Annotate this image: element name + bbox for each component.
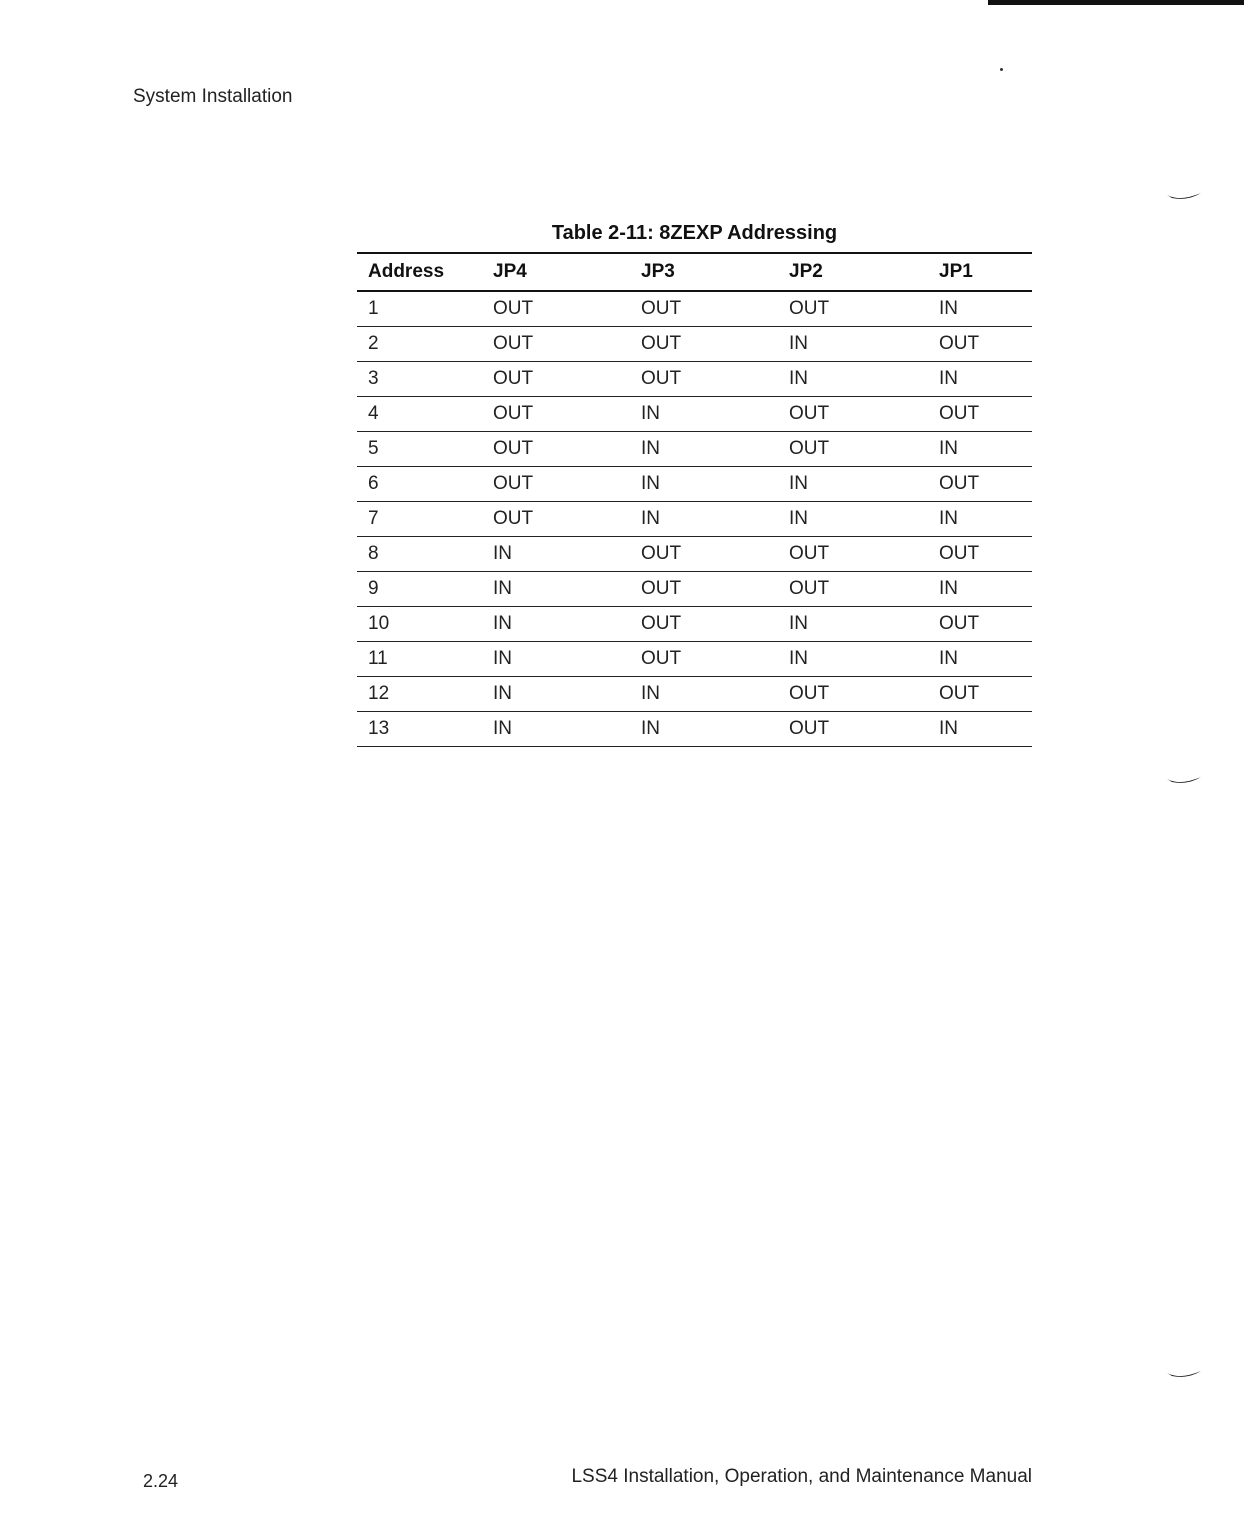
jp4-cell: IN	[493, 677, 641, 712]
jp2-cell: IN	[789, 467, 939, 502]
jp2-cell: OUT	[789, 432, 939, 467]
column-header-jp1: JP1	[939, 253, 1032, 291]
page-number: 2.24	[143, 1471, 179, 1491]
jp1-cell: OUT	[939, 537, 1032, 572]
addressing-table	[357, 252, 1032, 747]
address-cell: 1	[357, 291, 493, 327]
address-cell: 13	[357, 712, 493, 747]
jp4-cell: IN	[493, 712, 641, 747]
table-row	[357, 537, 1032, 572]
column-header-address: Address	[357, 253, 493, 291]
jp4-cell: IN	[493, 642, 641, 677]
column-header-jp2: JP2	[789, 253, 939, 291]
jp2-cell: OUT	[789, 677, 939, 712]
address-cell: 6	[357, 467, 493, 502]
address-cell: 10	[357, 607, 493, 642]
jp2-cell: IN	[789, 642, 939, 677]
jp4-cell: OUT	[493, 467, 641, 502]
jp3-cell: IN	[641, 712, 789, 747]
jp1-cell: IN	[939, 572, 1032, 607]
address-cell: 2	[357, 327, 493, 362]
binder-punch-mark-icon	[1166, 776, 1202, 786]
jp4-cell: IN	[493, 537, 641, 572]
binder-punch-mark-icon	[1166, 1370, 1202, 1380]
address-cell: 9	[357, 572, 493, 607]
manual-title: LSS4 Installation, Operation, and Maintenance Manual	[571, 1466, 1032, 1487]
jp4-cell: OUT	[493, 502, 641, 537]
jp4-cell: OUT	[493, 432, 641, 467]
address-cell: 5	[357, 432, 493, 467]
jp1-cell: OUT	[939, 677, 1032, 712]
table-row	[357, 607, 1032, 642]
jp3-cell: IN	[641, 397, 789, 432]
table-row	[357, 467, 1032, 502]
jp3-cell: IN	[641, 502, 789, 537]
binder-punch-mark-icon	[1166, 192, 1202, 202]
address-cell: 8	[357, 537, 493, 572]
jp3-cell: OUT	[641, 572, 789, 607]
jp3-cell: OUT	[641, 362, 789, 397]
address-cell: 4	[357, 397, 493, 432]
jp3-cell: OUT	[641, 537, 789, 572]
scan-speck	[1000, 68, 1003, 71]
jp4-cell: IN	[493, 607, 641, 642]
jp2-cell: IN	[789, 607, 939, 642]
address-cell: 11	[357, 642, 493, 677]
table-row	[357, 327, 1032, 362]
jp2-cell: IN	[789, 502, 939, 537]
jp1-cell: OUT	[939, 327, 1032, 362]
jp4-cell: IN	[493, 572, 641, 607]
address-cell: 7	[357, 502, 493, 537]
jp3-cell: IN	[641, 432, 789, 467]
jp3-cell: OUT	[641, 327, 789, 362]
address-cell: 12	[357, 677, 493, 712]
jp1-cell: OUT	[939, 397, 1032, 432]
jp4-cell: OUT	[493, 327, 641, 362]
jp1-cell: IN	[939, 432, 1032, 467]
table-row	[357, 432, 1032, 467]
table-row	[357, 677, 1032, 712]
jp1-cell: IN	[939, 291, 1032, 327]
jp2-cell: IN	[789, 327, 939, 362]
jp1-cell: IN	[939, 642, 1032, 677]
jp2-cell: OUT	[789, 572, 939, 607]
jp3-cell: OUT	[641, 607, 789, 642]
jp4-cell: OUT	[493, 362, 641, 397]
jp1-cell: IN	[939, 362, 1032, 397]
table-caption: Table 2-11: 8ZEXP Addressing	[551, 222, 838, 244]
table-row	[357, 362, 1032, 397]
jp3-cell: IN	[641, 677, 789, 712]
table-row	[357, 572, 1032, 607]
table-row	[357, 397, 1032, 432]
jp1-cell: IN	[939, 712, 1032, 747]
table-row	[357, 291, 1032, 327]
table-row	[357, 642, 1032, 677]
jp2-cell: OUT	[789, 537, 939, 572]
table-row	[357, 502, 1032, 537]
table-row	[357, 712, 1032, 747]
jp1-cell: IN	[939, 502, 1032, 537]
jp2-cell: OUT	[789, 397, 939, 432]
table-header-row	[357, 253, 1032, 291]
jp3-cell: OUT	[641, 291, 789, 327]
jp2-cell: OUT	[789, 291, 939, 327]
jp2-cell: IN	[789, 362, 939, 397]
top-edge-rule	[988, 0, 1244, 5]
jp3-cell: OUT	[641, 642, 789, 677]
jp1-cell: OUT	[939, 607, 1032, 642]
jp1-cell: OUT	[939, 467, 1032, 502]
column-header-jp3: JP3	[641, 253, 789, 291]
jp4-cell: OUT	[493, 291, 641, 327]
jp4-cell: OUT	[493, 397, 641, 432]
address-cell: 3	[357, 362, 493, 397]
column-header-jp4: JP4	[493, 253, 641, 291]
jp2-cell: OUT	[789, 712, 939, 747]
running-head: System Installation	[133, 86, 293, 107]
jp3-cell: IN	[641, 467, 789, 502]
